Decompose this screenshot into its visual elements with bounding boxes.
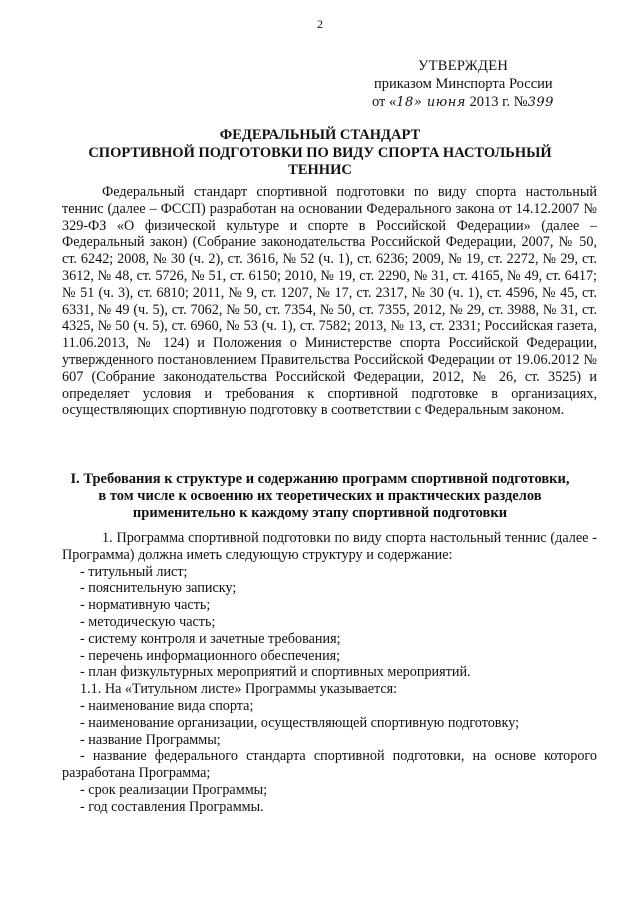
structure-item: - пояснительную записку; <box>80 580 237 597</box>
intro-section <box>62 184 597 419</box>
approval-stamp: УТВЕРЖДЕН <box>418 58 509 74</box>
section-1-line-2: в том числе к освоению их теоретических и практических разделов <box>98 488 542 505</box>
title-page-item: - срок реализации Программы; <box>80 781 268 798</box>
approval-block <box>372 57 612 112</box>
title-line-3: ТЕННИС <box>288 162 352 178</box>
title-page-item-long: - название федерального стандарта спортивной подготовки, на основе которого разработана Программа; <box>62 748 597 782</box>
structure-item: - план физкультурных мероприятий и спортивных мероприятий. <box>80 664 471 681</box>
page-number: 2 <box>317 17 323 31</box>
section-1-heading <box>40 471 600 523</box>
structure-item: - методическую часть; <box>80 613 216 630</box>
title-page-item: - наименование организации, осуществляющей спортивную подготовку; <box>80 714 520 731</box>
handwritten-number: 399 <box>527 95 554 110</box>
title-page-item: - название Программы; <box>80 731 221 748</box>
structure-item: - систему контроля и зачетные требования; <box>80 630 341 647</box>
document-title <box>40 127 600 180</box>
clause-1: 1. Программа спортивной подготовки по виду спорта настольный теннис (далее - Программа) должна иметь следующую структуру и содержание: <box>62 530 597 563</box>
section-1-body <box>62 530 597 816</box>
title-line-1: ФЕДЕРАЛЬНЫЙ СТАНДАРТ <box>219 127 421 143</box>
approval-date <box>372 93 612 112</box>
intro-paragraph: Федеральный стандарт спортивной подготовки по виду спорта настольный теннис (далее – ФССП) разработан на основании Федерального закона от 14.12.2007 № 329-ФЗ «О физической культуре и спорте в Российской Федерации» (далее – Федеральный закон) (Собрание законодательства Российской Федерации, 2007, № 50, ст. 6242; 2008, № 30 (ч. 2), ст. 3616, № 52 (ч. 1), ст. 6236; 2009, № 19, ст. 2272, № 29, ст. 3612, № 48, ст. 5726, № 51, ст. 6150; 2010, № 19, ст. 2290, № 31, ст. 4165, № 49, ст. 6417; № 51 (ч. 3), ст. 6810; 2011, № 9, ст. 1207, № 17, ст. 2317, № 30 (ч. 1), ст. 4596, № 45, ст. 6331, № 49 (ч. 5), ст. 7062, № 50, ст. 7354, № 50, ст. 7355, 2012, № 29, ст. 3988, № 31, ст. 4325, № 50 (ч. 5), ст. 6960, № 53 (ч. 1), ст. 7582; 2013, № 13, ст. 2331; Российская газета, 11.06.2013, № 124) и Положения о Министерстве спорта Российской Федерации, утвержденного постановлением Правительства Российской Федерации от 19.06.2012 № 607 (Собрание законодательства Российской Федерации, 2012, № 26, ст. 3525) и определяет условия и требования к спортивной подготовке в организациях, осуществляющих спортивную подготовку в соответствии с Федеральным законом. <box>62 184 597 419</box>
title-page-item: - год составления Программы. <box>80 798 264 815</box>
title-page-item: - наименование вида спорта; <box>80 697 254 714</box>
title-line-2: СПОРТИВНОЙ ПОДГОТОВКИ ПО ВИДУ СПОРТА НАСТОЛЬНЫЙ <box>88 144 552 161</box>
structure-item: - нормативную часть; <box>80 597 211 614</box>
date-year: 2013 г. № <box>465 94 528 110</box>
section-1-line-3: применительно к каждому этапу спортивной подготовки <box>132 505 508 522</box>
structure-item: - титульный лист; <box>80 563 188 580</box>
section-1-line-1: I. Требования к структуре и содержанию программ спортивной подготовки, <box>70 471 570 487</box>
approval-order: приказом Минспорта России <box>374 76 553 92</box>
clause-1-1: 1.1. На «Титульном листе» Программы указывается: <box>80 681 398 698</box>
date-prefix: от « <box>372 94 397 110</box>
handwritten-date: 18» июня <box>396 95 466 110</box>
structure-item: - перечень информационного обеспечения; <box>80 647 341 664</box>
